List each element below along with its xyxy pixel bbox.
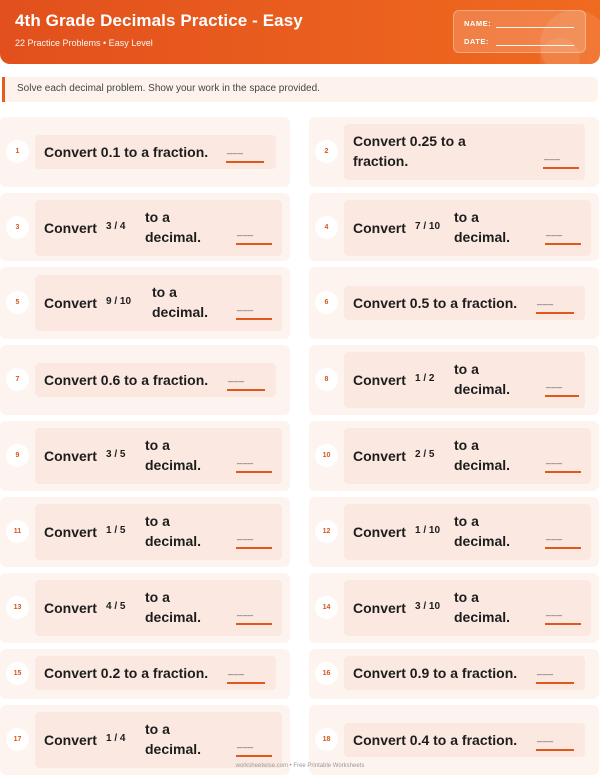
- question-line-2: decimal.: [145, 741, 202, 757]
- problem-box: [35, 135, 276, 169]
- problem-card: [0, 421, 290, 491]
- problem-card: [0, 193, 290, 261]
- problem-card: [309, 193, 599, 261]
- question-line-1: to a: [145, 721, 170, 737]
- problem-number: 1: [6, 140, 29, 163]
- fraction: 2 / 5: [415, 449, 435, 460]
- answer-line[interactable]: [545, 395, 579, 397]
- problem-number: 16: [315, 662, 338, 685]
- answer-line[interactable]: [227, 389, 265, 391]
- question-line-1: to a: [454, 589, 479, 605]
- problem-box: [344, 352, 585, 408]
- question-line-2: decimal.: [145, 609, 202, 625]
- problem-number: 7: [6, 368, 29, 391]
- question-text: Convert: [44, 448, 97, 464]
- answer-line[interactable]: [227, 682, 265, 684]
- question-line-1: to a: [454, 361, 479, 377]
- problem-number: 15: [6, 662, 29, 685]
- answer-blank: ___: [546, 606, 563, 616]
- answer-blank: ___: [537, 732, 554, 742]
- answer-line[interactable]: [236, 243, 272, 245]
- question-text: Convert 0.1 to a fraction.: [44, 144, 209, 160]
- problem-card: [309, 345, 599, 415]
- question-line-1: to a: [145, 209, 170, 225]
- question-line-1: to a: [152, 284, 177, 300]
- problem-card: [309, 497, 599, 567]
- answer-line[interactable]: [543, 167, 579, 169]
- answer-line[interactable]: [545, 471, 581, 473]
- problem-number: 11: [6, 520, 29, 543]
- question-text: Convert: [44, 295, 97, 311]
- question-line-2: decimal.: [145, 229, 202, 245]
- problem-card: [309, 267, 599, 339]
- answer-blank: ___: [546, 454, 563, 464]
- question-line-2: decimal.: [454, 457, 511, 473]
- fraction: 3 / 4: [106, 221, 126, 232]
- problem-box: [35, 504, 282, 560]
- name-label: NAME:: [464, 19, 492, 28]
- problem-box: [35, 656, 276, 690]
- answer-line[interactable]: [236, 318, 272, 320]
- fraction: 1 / 5: [106, 525, 126, 536]
- answer-blank: ___: [544, 150, 561, 160]
- question-text: Convert 0.6 to a fraction.: [44, 372, 209, 388]
- page-title: 4th Grade Decimals Practice - Easy: [15, 11, 303, 30]
- problem-number: 17: [6, 728, 29, 751]
- fraction: 1 / 4: [106, 733, 126, 744]
- problem-number: 6: [315, 291, 338, 314]
- answer-line[interactable]: [545, 243, 581, 245]
- problem-box: [344, 200, 591, 256]
- fraction: 9 / 10: [106, 296, 132, 307]
- question-text: Convert 0.4 to a fraction.: [353, 732, 518, 748]
- date-label: DATE:: [464, 37, 489, 46]
- problem-card: [0, 267, 290, 339]
- fraction: 1 / 2: [415, 373, 435, 384]
- problem-number: 10: [315, 444, 338, 467]
- problem-card: [309, 649, 599, 699]
- problem-number: 12: [315, 520, 338, 543]
- answer-blank: ___: [537, 295, 554, 305]
- problem-card: [309, 421, 599, 491]
- footer: worksheetwise.com • Free Printable Worksheets: [235, 763, 365, 769]
- name-field[interactable]: [496, 27, 574, 28]
- answer-blank: ___: [228, 372, 245, 382]
- problem-number: 3: [6, 216, 29, 239]
- page-subtitle: 22 Practice Problems • Easy Level: [15, 38, 153, 48]
- answer-line[interactable]: [226, 161, 264, 163]
- answer-blank: ___: [237, 606, 254, 616]
- problem-number: 13: [6, 596, 29, 619]
- question-text: Convert: [353, 600, 406, 616]
- fraction: 1 / 10: [415, 525, 441, 536]
- problem-box: [344, 286, 585, 320]
- problem-card: [0, 345, 290, 415]
- question-line-1: to a: [145, 513, 170, 529]
- problem-card: [0, 573, 290, 643]
- question-text: Convert 0.2 to a fraction.: [44, 665, 209, 681]
- question-text: Convert: [44, 524, 97, 540]
- question-text: Convert 0.9 to a fraction.: [353, 665, 518, 681]
- answer-blank: ___: [237, 738, 254, 748]
- question-line-1: to a: [145, 437, 170, 453]
- problem-number: 5: [6, 291, 29, 314]
- question-text: Convert: [44, 220, 97, 236]
- question-text: Convert: [353, 448, 406, 464]
- name-date-box: [453, 10, 586, 53]
- answer-line[interactable]: [536, 312, 574, 314]
- fraction: 3 / 10: [415, 601, 441, 612]
- answer-blank: ___: [546, 226, 563, 236]
- answer-line[interactable]: [236, 755, 272, 757]
- instructions: Solve each decimal problem. Show your work in the space provided.: [2, 77, 598, 102]
- answer-line[interactable]: [545, 623, 581, 625]
- fraction: 7 / 10: [415, 221, 441, 232]
- problem-box: [35, 200, 282, 256]
- question-text: Convert: [44, 600, 97, 616]
- problem-box: [344, 428, 591, 484]
- answer-blank: ___: [237, 530, 254, 540]
- problem-box: [344, 723, 585, 757]
- question-line-1: to a: [454, 437, 479, 453]
- problem-number: 14: [315, 596, 338, 619]
- answer-blank: ___: [227, 144, 244, 154]
- problem-box: [35, 580, 282, 636]
- question-line-1: Convert 0.25 to a: [353, 133, 466, 149]
- problem-card: [0, 497, 290, 567]
- problem-number: 2: [315, 140, 338, 163]
- fraction: 4 / 5: [106, 601, 126, 612]
- question-line-2: decimal.: [454, 381, 511, 397]
- question-text: Convert: [44, 732, 97, 748]
- problem-number: 4: [315, 216, 338, 239]
- answer-line[interactable]: [536, 682, 574, 684]
- problem-number: 9: [6, 444, 29, 467]
- problem-box: [35, 712, 282, 768]
- answer-blank: ___: [546, 378, 563, 388]
- fraction: 3 / 5: [106, 449, 126, 460]
- question-line-2: decimal.: [454, 229, 511, 245]
- answer-line[interactable]: [236, 471, 272, 473]
- answer-blank: ___: [228, 665, 245, 675]
- answer-blank: ___: [237, 226, 254, 236]
- problem-box: [344, 504, 591, 560]
- problem-card: [309, 573, 599, 643]
- answer-line[interactable]: [536, 749, 574, 751]
- answer-blank: ___: [537, 665, 554, 675]
- problem-box: [35, 275, 282, 331]
- problem-card: [0, 649, 290, 699]
- problem-box: [35, 363, 276, 397]
- question-text: Convert: [353, 524, 406, 540]
- question-line-2: decimal.: [145, 533, 202, 549]
- problem-box: [344, 124, 585, 180]
- problem-card: [309, 117, 599, 187]
- question-line-2: decimal.: [454, 533, 511, 549]
- question-line-2: decimal.: [145, 457, 202, 473]
- problem-box: [344, 580, 591, 636]
- worksheet-header: [0, 0, 600, 64]
- question-line-2: fraction.: [353, 153, 409, 169]
- question-line-2: decimal.: [454, 609, 511, 625]
- question-text: Convert: [353, 372, 406, 388]
- date-field[interactable]: [496, 45, 574, 46]
- answer-line[interactable]: [236, 623, 272, 625]
- question-text: Convert: [353, 220, 406, 236]
- problem-card: [0, 117, 290, 187]
- question-line-2: decimal.: [152, 304, 209, 320]
- question-line-1: to a: [145, 589, 170, 605]
- answer-line[interactable]: [545, 547, 581, 549]
- problem-box: [35, 428, 282, 484]
- question-line-1: to a: [454, 513, 479, 529]
- answer-blank: ___: [237, 454, 254, 464]
- problem-box: [344, 656, 585, 690]
- answer-blank: ___: [237, 301, 254, 311]
- question-line-1: to a: [454, 209, 479, 225]
- answer-line[interactable]: [236, 547, 272, 549]
- problem-number: 18: [315, 728, 338, 751]
- question-text: Convert 0.5 to a fraction.: [353, 295, 518, 311]
- problem-number: 8: [315, 368, 338, 391]
- answer-blank: ___: [546, 530, 563, 540]
